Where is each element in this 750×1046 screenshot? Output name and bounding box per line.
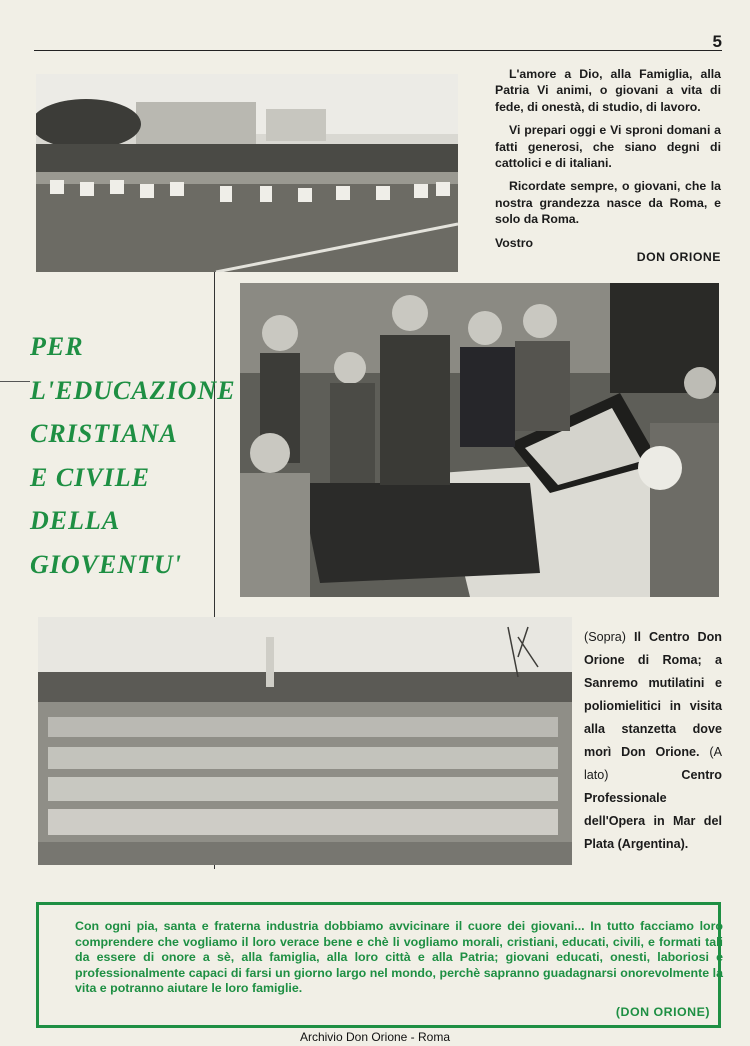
photo-group-mar-del-plata (38, 617, 572, 865)
caption-prefix: (A lato) (584, 745, 723, 782)
caption-text: Centro Professionale dell'Opera in Mar del Plata (Argentina). (584, 768, 722, 851)
quote-box (36, 902, 721, 1028)
photo-boys-with-portrait (240, 283, 719, 597)
caption-text: Il Centro Don Orione di Roma; a Sanremo mutilatini e poliomielitici in visita alla stanzetta dove morì Don Orione. (584, 630, 722, 759)
heading-line: CRISTIANA (30, 419, 178, 448)
heading-line: E CIVILE (30, 462, 150, 492)
heading-line: DELLA (30, 506, 121, 535)
photo-caption (584, 626, 722, 856)
photo-sports-field (36, 74, 458, 272)
page-number: 5 (712, 32, 722, 51)
top-rule (34, 50, 722, 51)
quote-paragraph: Ricordate sempre, o giovani, che la nostra grandezza nasce da Roma, e solo da Roma. (495, 179, 721, 227)
quote-closing: Vostro (495, 235, 534, 250)
quote-paragraph: Vi prepari oggi e Vi sproni domani a fatti generosi, che siano degni di cattolici e di italiani. (495, 123, 721, 171)
quote-signature: DON ORIONE (636, 250, 721, 265)
quote-paragraph: L'amore a Dio, alla Famiglia, alla Patria Vi animi, o giovani a vita di fede, di onestà, di studio, di lavoro. (495, 67, 721, 114)
heading-line: GIOVENTU' (30, 549, 183, 579)
archive-footer: Archivio Don Orione - Roma (299, 1030, 451, 1044)
heading-dash (0, 381, 30, 382)
caption-prefix: (Sopra) (584, 630, 626, 644)
heading-line: L'EDUCAZIONE (30, 375, 236, 405)
section-heading (30, 325, 240, 586)
heading-line: PER (30, 332, 84, 361)
don-orione-quote (495, 66, 721, 265)
box-quote-text: Con ogni pia, santa e fraterna industria dobbiamo avvicinare il cuore dei giovani... In tutto facciamo loro comprendere che vogliamo il loro verace bene e chè li vogliamo morali, cristiani, educati, civili, e formati tali da essere di onore a sè, alla famiglia, alla loro città e alla Patria; giovani educati, onesti, laboriosi e professionalmente capaci di farsi un giorno largo nel mondo, perchè sapranno guadagnarsi onorevolmente la vita e potranno aiutare le loro famiglie. (75, 919, 723, 996)
box-signature: (DON ORIONE) (615, 1005, 710, 1019)
